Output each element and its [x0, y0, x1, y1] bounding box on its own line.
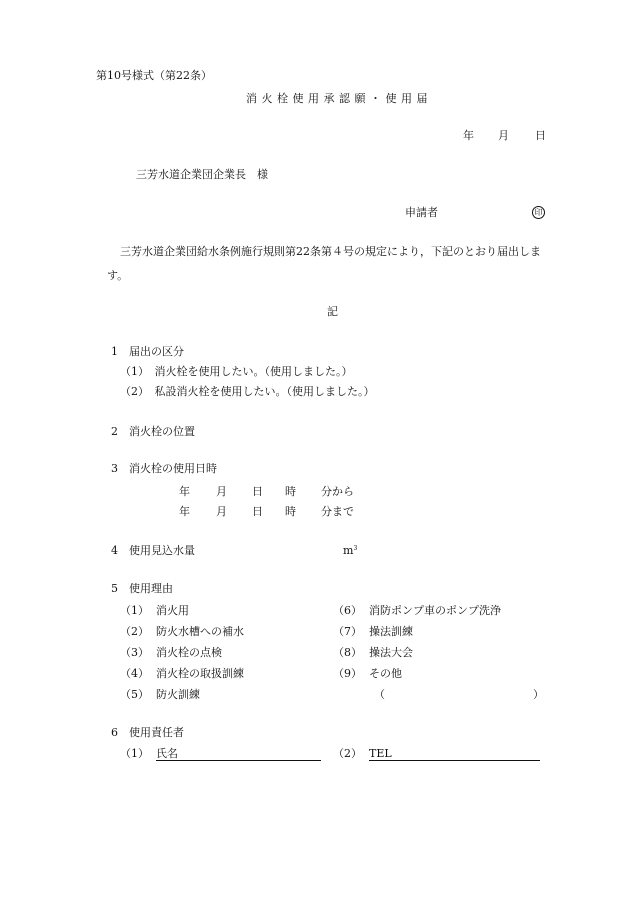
- reason-3-num: （3）: [120, 646, 149, 659]
- reason-7-text: 操法訓練: [369, 625, 413, 638]
- name-field: [156, 748, 321, 761]
- reason-3-text: 消火栓の点検: [156, 646, 222, 659]
- reason-9-num: （9）: [333, 667, 362, 680]
- reason-9-text: その他: [369, 667, 402, 680]
- to-minute: 分まで: [321, 505, 354, 518]
- responsible-num-1: （1）: [120, 747, 149, 760]
- from-year: 年: [179, 485, 190, 498]
- seal-icon: 印: [532, 206, 545, 219]
- reason-5-text: 防火訓練: [156, 688, 200, 701]
- from-month: 月: [216, 485, 227, 498]
- responsible-num-2: （2）: [333, 747, 362, 760]
- section4-heading: 4 使用見込水量: [111, 544, 195, 557]
- section3-heading: 3 消火栓の使用日時: [111, 462, 217, 475]
- reason-7-num: （7）: [333, 625, 362, 638]
- name-label: 氏名: [156, 748, 321, 761]
- section1-item2: （2） 私設消火栓を使用したい。（使用しました。）: [120, 385, 375, 398]
- reason-8-text: 操法大会: [369, 646, 413, 659]
- form-number: 第10号様式（第22条）: [96, 69, 212, 82]
- tel-field: [369, 748, 540, 761]
- seal-mark: [532, 206, 545, 219]
- reason-1-num: （1）: [120, 604, 149, 617]
- date-day: 日: [535, 129, 546, 142]
- reason-2-text: 防火水槽への補水: [156, 625, 244, 638]
- other-paren-close: ）: [533, 688, 544, 701]
- from-minute: 分から: [321, 485, 354, 498]
- to-day: 日: [252, 505, 263, 518]
- tel-label: TEL: [369, 748, 540, 761]
- reason-2-num: （2）: [120, 625, 149, 638]
- section5-heading: 5 使用理由: [111, 582, 173, 595]
- unit-superscript: 3: [353, 545, 358, 552]
- date-month: 月: [498, 129, 509, 142]
- unit-label: m: [343, 544, 354, 557]
- volume-unit: [343, 545, 357, 556]
- addressee: 三芳水道企業団企業長 様: [136, 168, 268, 181]
- reason-5-num: （5）: [120, 688, 149, 701]
- from-hour: 時: [285, 485, 296, 498]
- date-year: 年: [463, 129, 474, 142]
- reason-4-text: 消火栓の取扱訓練: [156, 667, 244, 680]
- to-hour: 時: [285, 505, 296, 518]
- document-title: 消火栓使用承認願・使用届: [246, 92, 432, 105]
- reason-1-text: 消火用: [156, 604, 189, 617]
- applicant-label: 申請者: [405, 206, 438, 219]
- reason-6-num: （6）: [333, 604, 362, 617]
- to-year: 年: [179, 505, 190, 518]
- body-text-line1: 三芳水道企業団給水条例施行規則第22条第４号の規定により，下記のとおり届出しま: [120, 245, 541, 258]
- reason-4-num: （4）: [120, 667, 149, 680]
- section1-heading: 1 届出の区分: [111, 345, 184, 358]
- section6-heading: 6 使用責任者: [111, 726, 184, 739]
- to-month: 月: [216, 505, 227, 518]
- reason-6-text: 消防ポンプ車のポンプ洗浄: [369, 604, 501, 617]
- other-paren-open: （: [374, 688, 385, 701]
- section2-heading: 2 消火栓の位置: [111, 425, 195, 438]
- section1-item1: （1） 消火栓を使用したい。（使用しました。）: [120, 365, 353, 378]
- ki-heading: 記: [327, 305, 338, 318]
- from-day: 日: [252, 485, 263, 498]
- reason-8-num: （8）: [333, 646, 362, 659]
- body-text-line2: す。: [107, 269, 129, 282]
